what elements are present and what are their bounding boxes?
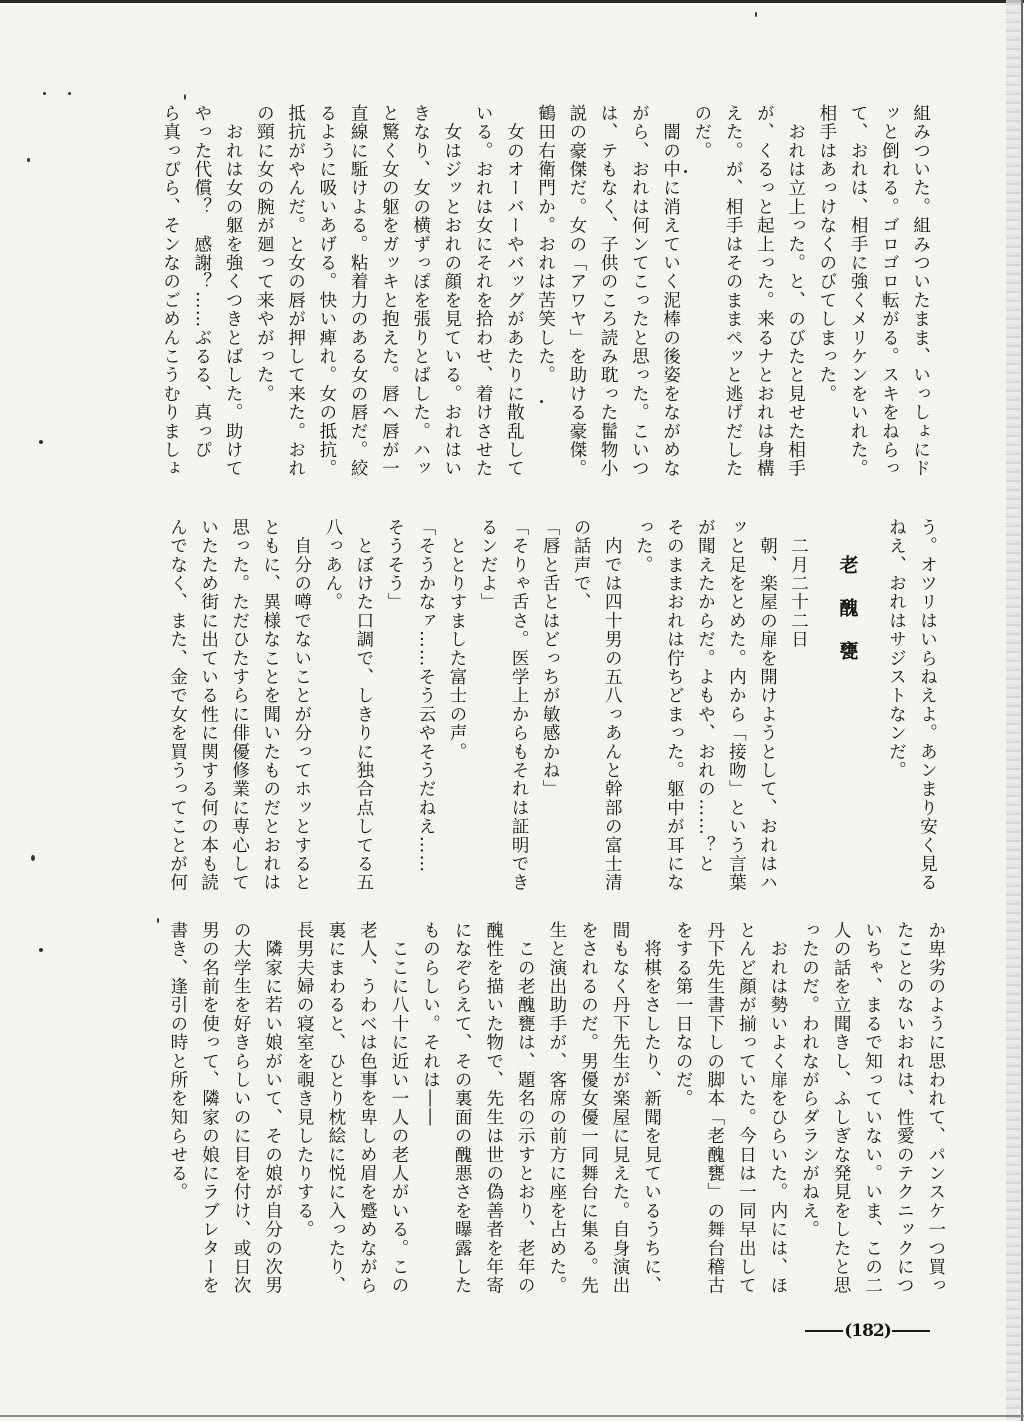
text-column: ねえ、おれはサジストなンだ。 [886,518,907,780]
dialogue-line: 「そりゃ舌さ。医学上からもそれは証明でき [509,518,530,892]
scan-border-right-band [1006,0,1021,1421]
text-column: のだ。 [691,104,712,161]
text-column: たことのないおれは、性愛のテクニックにつ [894,921,915,1295]
scan-border-bottom [0,1415,1024,1417]
text-column: ここに八十に近い一人の老人がいる。この [388,921,409,1295]
text-column: ったのだ。われながらダラシがねえ。 [799,921,820,1239]
text-column: おれは勢いよく扉をひらいた。内には、ほ [767,921,788,1295]
text-column: て、おれは、相手に強くメリケンをいれた。 [848,104,869,478]
text-tier-top [154,104,935,484]
text-column: 八っあん。 [322,518,343,612]
scan-speck [184,94,186,100]
page-number [805,1321,930,1341]
text-column: いちゃ、まるで知っていない。いま、この二 [862,921,883,1295]
text-tier-bottom [161,921,951,1301]
text-column: んでなく、また、金で女を買うってことが何 [167,518,188,892]
text-column: か卑劣のように思われて、パンスケ一つ買っ [925,921,946,1295]
text-column: とんど顔が揃っていた。今日は一同早出して [736,921,757,1295]
text-column: は、テもなく、子供のころ読み耽った髷物小 [598,104,619,478]
text-column: と驚く女の躯をガッキと抱えた。唇へ唇が一 [379,104,400,478]
text-column: 将棋をさしたり、新聞を見ているうちに、 [641,921,662,1295]
text-column: がら、おれは何ンてこったと思った。こいつ [629,104,650,478]
page-number-text: (182) [844,1321,891,1341]
scan-speck [68,92,71,95]
section-heading: 老醜甕 [836,555,859,684]
text-column: 長男夫婦の寝室を覗き見したりする。 [294,921,315,1239]
text-tier-middle [162,518,943,898]
text-column: 鶴田右衛門か。おれは苦笑した。 [535,104,556,385]
text-column: きなり、女の横ずっぽを張りとばした。ハッ [410,104,431,478]
text-column: 裏にまわると、ひとり枕絵に悦に入ったり、 [325,921,346,1295]
text-column: ッと倒れる。ゴロゴロ転がる。スキをねらっ [879,104,900,478]
text-column: 闇の中に消えていく泥棒の後姿をながめな [660,104,681,478]
text-column: 隣家に若い娘がいて、その娘が自分の次男 [262,921,283,1295]
text-column: 朝、楽屋の扉を開けようとして、おれはハ [757,518,778,892]
date-line: 二月二十二日 [788,518,809,649]
text-column: 組みついた。組みついたまま、いっしょにド [910,104,931,478]
text-column: おれは立上った。と、のびたと見せた相手 [785,104,806,478]
text-column: 説の豪傑だ。女の「アワヤ」を助ける豪傑。 [566,104,587,478]
text-column: 女のオーバーやバッグがあたりに散乱して [504,104,525,478]
text-column: ととりすました富士の声。 [446,518,467,762]
text-column: そのままおれは佇ちどまった。躯中が耳にな [664,518,685,892]
text-column: 醜性を描いた物で、先生は世の偽善者を年寄 [483,921,504,1295]
scan-speck [157,918,159,923]
text-column: が聞えたからだ。よもや、おれの……？と [695,518,716,874]
text-column: 内では四十男の五八っあんと幹部の富士清 [602,518,623,892]
text-column: 自分の噂でないことが分ってホッとすると [291,518,312,892]
text-column: 男の名前を使って、隣家の娘にラブレターを [199,921,220,1295]
text-column: 丹下先生書下しの脚本「老醜甕」の舞台稽古 [704,921,725,1295]
text-column: が、くるっと起上った。来るナとおれは身構 [754,104,775,478]
page-number-rule-left [805,1330,843,1332]
text-column: 老人、うわべは色事を卑しめ眉を蹙めながら [357,921,378,1295]
text-column: った。 [633,518,654,575]
scan-border-top [0,0,1024,3]
text-column: ともに、異様なことを聞いたものだとおれは [260,518,281,892]
text-column: 女はジッとおれの顔を見ている。おれはい [441,104,462,478]
text-column: の頸に女の腕が廻って来やがった。 [254,104,275,404]
text-column: になぞらえて、その裏面の醜悪さを曝露した [452,921,473,1295]
text-column: の話声で、 [571,518,592,612]
scan-speck [39,440,43,444]
text-column: ら真っぴら、そンなのごめんこうむりましょ [160,104,181,478]
text-column: 思った。ただひたすらに俳優修業に専心して [229,518,250,892]
text-column: いたため街に出ている性に関する何の本も読 [198,518,219,892]
text-column: ものらしい。それは―― [420,921,441,1127]
scan-speck [31,855,35,861]
scan-border-right-line [1021,0,1023,1421]
text-column: 間もなく丹下先生が楽屋に見えた。自身演出 [610,921,631,1295]
text-column: おれは女の躯を強くつきとばした。助けて [223,104,244,478]
scan-speck [27,158,30,162]
scan-speck [39,948,43,952]
dialogue-line: そうそう」 [384,518,405,612]
text-column: とぼけた口調で、しきりに独合点してる五 [353,518,374,892]
text-column: この老醜甕は、題名の示すとおり、老年の [515,921,536,1295]
text-column: をされるのだ。男優女優一同舞台に集る。先 [578,921,599,1295]
page-number-rule-right [892,1330,930,1332]
text-column: 直線に駈けよる。粘着力のある女の唇だ。絞 [348,104,369,478]
dialogue-line: 「そうかなァ……そう云やそうだねえ…… [415,518,436,874]
dialogue-line: るンだよ」 [478,518,499,612]
text-column: 生と演出助手が、客席の前方に座を占めた。 [546,921,567,1295]
text-column: 相手はあっけなくのびてしまった。 [816,104,837,404]
text-column: う。オツリはいらねえよ。あンまり安く見る [917,518,938,892]
text-column: 抵抗がやんだ。と女の唇が押して来た。おれ [285,104,306,478]
dialogue-line: 「唇と舌とはどっちが敏感かね」 [540,518,561,799]
text-column: ッと足をとめた。内から「接吻」という言葉 [726,518,747,892]
text-column: 人の話を立聞きし、ふしぎな発見をしたと思 [831,921,852,1295]
scan-speck [755,12,757,17]
text-column: やった代償？ 感謝？……ぶるる、真っぴ [191,104,212,460]
text-column: るように吸いあげる。快い痺れ。女の抵抗。 [316,104,337,478]
text-column: 書き、逢引の時と所を知らせる。 [167,921,188,1202]
text-column: えた。が、相手はそのままペッと逃げだした [723,104,744,478]
scan-speck [43,92,46,95]
text-column: をする第一日なのだ。 [673,921,694,1108]
text-column: いる。おれは女にそれを拾わせ、着けさせた [473,104,494,478]
text-column: の大学生を好きらしいのに目を付け、或日次 [231,921,252,1295]
